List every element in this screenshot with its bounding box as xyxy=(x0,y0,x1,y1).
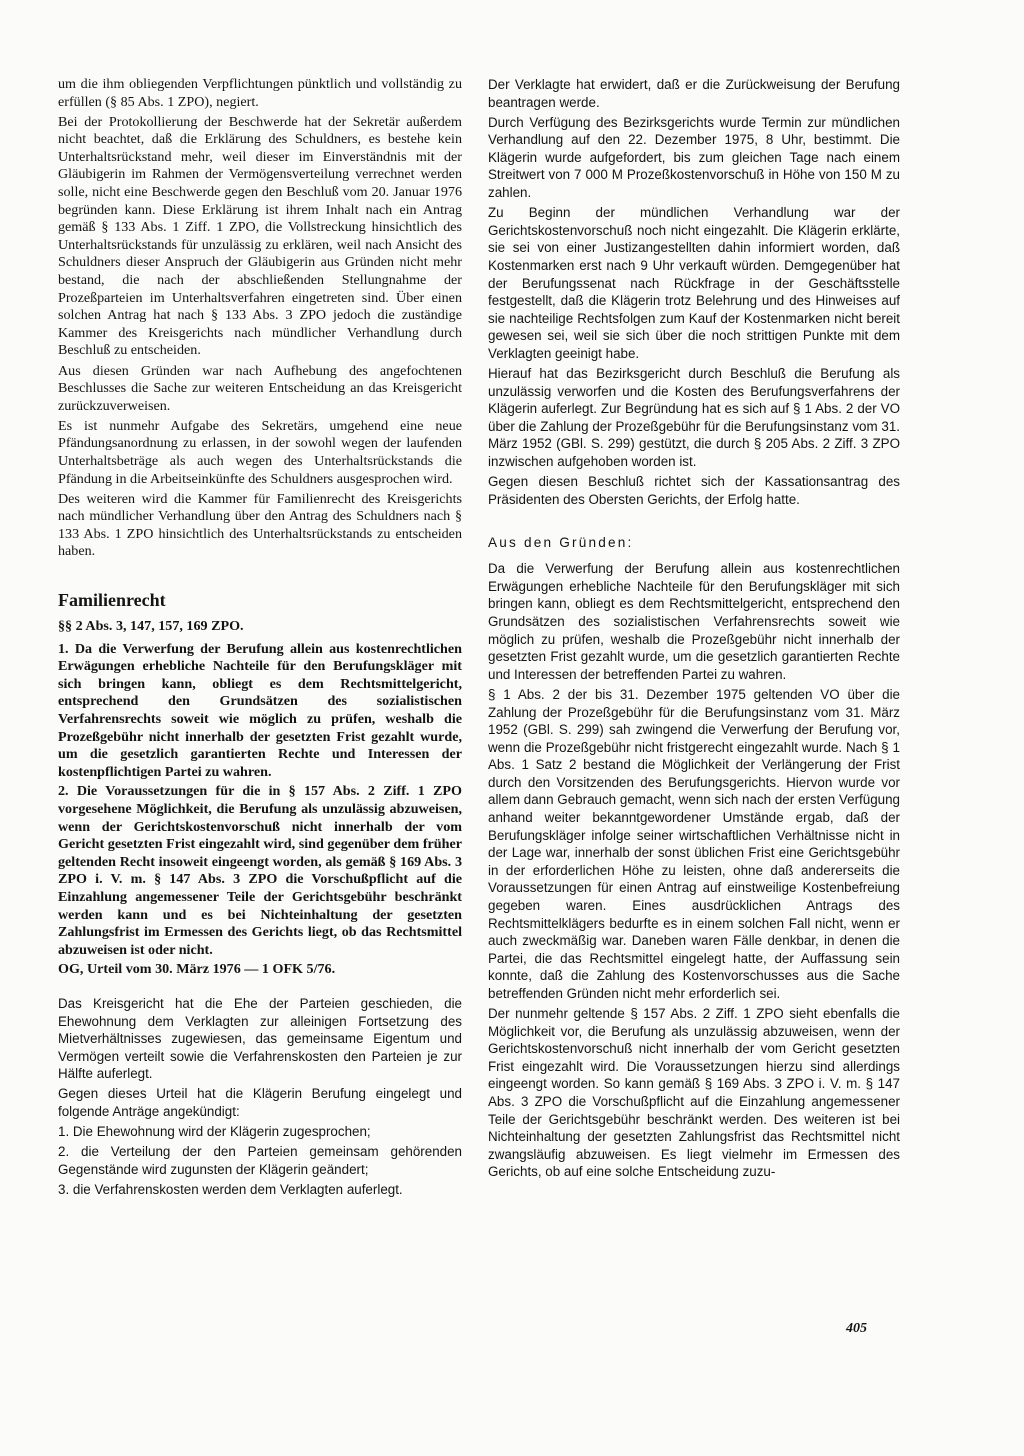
paragraph: um die ihm obliegenden Verpflichtungen pünktlich und vollständig zu erfüllen (§ 85 Abs. 1 ZPO), negiert. xyxy=(58,76,462,110)
norms-reference: §§ 2 Abs. 3, 147, 157, 169 ZPO. xyxy=(58,618,244,635)
paragraph: Hierauf hat das Bezirksgericht durch Beschluß die Berufung als unzulässig verworfen und die Kosten des Berufungsverfahrens der Klägerin auferlegt. Zur Begründung hat es sich auf § 1 Abs. 2 der VO über die Zahlung der Prozeßgebühr für die Berufungsinstanz vom 31. März 1952 (GBl. S. 299) gestützt, die durch § 205 Abs. 2 Ziff. 3 ZPO inzwischen aufgehoben worden ist. xyxy=(488,366,900,469)
paragraph: Zu Beginn der mündlichen Verhandlung war der Gerichtskostenvorschuß noch nicht eingezahlt. Die Klägerin erklärte, sie sei von einer Justizangestellten dahin informiert worden, daß Kostenmarken erst nach 9 Uhr verkauft würden. Demgegenüber hat der Berufungssenat nach Rückfrage in der Geschäftsstelle festgestellt, daß die Klägerin trotz Belehrung und des Hinweises auf sie nachteilige Rechtsfolgen zum Kauf der Kostenmarken nicht bereit gewesen sei, weil sie sich über die noch strittigen Punkte mit dem Verklagten geeinigt habe. xyxy=(488,205,900,361)
list-item: 3. die Verfahrenskosten werden dem Verklagten auferlegt. xyxy=(58,1181,403,1197)
paragraph: Der Verklagte hat erwidert, daß er die Zurückweisung der Berufung beantragen werde. xyxy=(488,77,900,110)
facts-paragraph: Das Kreisgericht hat die Ehe der Parteien geschieden, die Ehewohnung dem Verklagten zur alleinigen Fortsetzung des Mietverhältnisses zugewiesen, das gemeinsame Eigentum und Vermögen verteilt sowie die Verfahrenskosten den Parteien je zur Hälfte auferlegt. xyxy=(58,995,462,1082)
list-item: 2. die Verteilung der den Parteien gemeinsam gehörenden Gegenstände wird zugunsten der Klägerin geändert; xyxy=(58,1144,462,1177)
list-item: 1. Die Ehewohnung wird der Klägerin zugesprochen; xyxy=(58,1124,371,1140)
paragraph: Durch Verfügung des Bezirksgerichts wurde Termin zur mündlichen Verhandlung auf den 22. Dezember 1975, 8 Uhr, bestimmt. Die Klägerin wurde aufgefordert, bis zum gleichen Tage nach einem Streitwert von 7 000 M Prozeßkostenvorschuß in Höhe von 150 M zu zahlen. xyxy=(488,114,900,201)
left-column xyxy=(58,76,462,1201)
paragraph: Aus diesen Gründen war nach Aufhebung des angefochtenen Beschlusses die Sache zur weiteren Entscheidung an das Kreisgericht zurückzuverweisen. xyxy=(58,362,462,414)
paragraph: Gegen diesen Beschluß richtet sich der Kassationsantrag des Präsidenten des Obersten Gerichts, der Erfolg hatte. xyxy=(488,474,900,507)
grounds-paragraph: Da die Verwerfung der Berufung allein aus kostenrechtlichen Erwägungen erhebliche Nachteile für den Berufungskläger mit sich bringen kann, obliegt es dem Rechtsmittelgericht, entsprechend den Grundsätzen des sozialistischen Verfahrensrechts soweit wie möglich zu prüfen, weshalb die Prozeßgebühr nicht innerhalb der gesetzten Frist gezahlt wurde, um die gesetzlich garantierten Rechte und Interessen der betreffenden Partei zu wahren. xyxy=(488,561,900,682)
headnote-1: 1. Da die Verwerfung der Berufung allein aus kostenrechtlichen Erwägungen erhebliche Nachteile für den Berufungskläger mit sich bringen kann, obliegt es dem Rechtsmittelgericht, entsprechend den Grundsätzen des sozialistischen Verfahrensrechts soweit wie möglich zu prüfen, weshalb die Prozeßgebühr nicht innerhalb der gesetzten Frist gezahlt wurde, um die gesetzlich garantierten Rechte und Interessen der kostenpflichtigen Partei zu wahren. xyxy=(58,640,462,780)
paragraph: Es ist nunmehr Aufgabe des Sekretärs, umgehend eine neue Pfändungsanordnung zu erlassen, in der sowohl wegen der laufenden Unterhaltsbeträge als auch wegen des Unterhaltsrückstands die Pfändung in die Arbeitseinkünfte des Schuldners ausgesprochen wird. xyxy=(58,417,462,487)
paragraph: Des weiteren wird die Kammer für Familienrecht des Kreisgerichts nach mündlicher Verhandlung über den Antrag des Schuldners nach § 133 Abs. 1 ZPO hinsichtlich des Unterhaltsrückstands zu entscheiden haben. xyxy=(58,490,462,560)
grounds-paragraph: § 1 Abs. 2 der bis 31. Dezember 1975 geltenden VO über die Zahlung der Prozeßgebühr für die Berufungsinstanz vom 31. März 1952 (GBl. S. 299) sah zwingend die Verwerfung der Berufung vor, wenn die Prozeßgebühr nicht fristgerecht eingezahlt wurde. Nach § 1 Abs. 1 Satz 2 bestand die Möglichkeit der Verlängerung der Frist durch den Vorsitzenden des Berufungsgerichts. Hiervon wurde vor allem dann Gebrauch gemacht, wenn sich nach der ersten Verfügung anhand weiter bekanntgewordener Umstände ergab, daß der Berufungskläger infolge seiner wirtschaftlichen Verhältnisse nicht in der Lage war, innerhalb der sonst üblichen Frist eine Gerichtsgebühr in der erforderlichen Höhe zu leisten, ohne daß andererseits die Voraussetzungen für einen Antrag auf einstweilige Kostenbefreiung gegeben waren. Eines ausdrücklichen Antrags des Rechtsmittelklägers bedurfte es in einem solchen Fall nicht, wenn er auch zweckmäßig war. Daneben waren Fälle denkbar, in denen die Partei, die das Rechtsmittel eingelegt hatte, der Auffassung sein konnte, daß die Zahlung des Kostenvorschusses aus die Sache betreffenden Gründen nicht mehr erforderlich sei. xyxy=(488,686,900,1001)
headnote-2: 2. Die Voraussetzungen für die in § 157 Abs. 2 Ziff. 1 ZPO vorgesehene Möglichkeit, die Berufung als unzulässig abzuweisen, wenn der Gerichtskostenvorschuß nicht innerhalb der vom Gericht gesetzten Frist eingezahlt wird, sind gegenüber dem früher geltenden Recht insoweit eingeengt worden, als gemäß § 169 Abs. 3 ZPO i. V. m. § 147 Abs. 3 ZPO die Vorschußpflicht auf die Einzahlung angemessener Teile der Gerichtsgebühr beschränkt werden kann und es bei Nichteinhaltung der gesetzten Zahlungsfrist im Ermessen des Gerichts liegt, ob das Rechtsmittel abzuweisen ist oder nicht. xyxy=(58,783,462,958)
grounds-heading: Aus den Gründen: xyxy=(488,535,634,551)
grounds-paragraph: Der nunmehr geltende § 157 Abs. 2 Ziff. 1 ZPO sieht ebenfalls die Möglichkeit vor, die Berufung als unzulässig abzuweisen, wenn der Gerichtskostenvorschuß nicht innerhalb der vom Gericht gesetzten Frist eingezahlt wird. Die Voraussetzungen hierzu sind allerdings eingeengt worden. So kann gemäß § 169 Abs. 3 ZPO i. V. m. § 147 Abs. 3 ZPO die Vorschußpflicht auf die Einzahlung angemessener Teile der Gerichtsgebühr beschränkt werden. Des weiteren ist bei Nichteinhaltung der gesetzten Zahlungsfrist das Rechtsmittel nicht zwangsläufig abzuweisen. Es liegt vielmehr im Ermessen des Gerichts, ob auf eine solche Entscheidung zuzu- xyxy=(488,1006,900,1180)
right-column xyxy=(488,76,900,1184)
facts-paragraph: Gegen dieses Urteil hat die Klägerin Berufung eingelegt und folgende Anträge angekündigt: xyxy=(58,1086,462,1119)
section-title: Familienrecht xyxy=(58,590,166,611)
court-citation: OG, Urteil vom 30. März 1976 — 1 OFK 5/76. xyxy=(58,961,336,978)
page-number: 405 xyxy=(846,1321,867,1336)
paragraph: Bei der Protokollierung der Beschwerde hat der Sekretär außerdem nicht beachtet, daß die Erklärung des Schuldners, es bestehe kein Unterhaltsrückstand mehr, weil dieser im Einverständnis mit der Gläubigerin im Rahmen der Vermögensverteilung verrechnet werden solle, nicht eine Beschwerde gegen den Beschluß vom 20. Januar 1976 begründen kann. Diese Erklärung ist ihrem Inhalt nach ein Antrag gemäß § 133 Abs. 1 Ziff. 1 ZPO, die Vollstreckung hinsichtlich des Unterhaltsrückstands für unzulässig zu erklären, weil nach Ansicht des Schuldners dieser Anspruch der Gläubigerin aus Gründen nicht mehr bestand, die nach der abschließenden Stellungnahme der Prozeßparteien im Unterhaltsverfahren eingetreten sind. Über einen solchen Antrag hat nach § 133 Abs. 3 ZPO jedoch die zuständige Kammer des Kreisgerichts nach mündlicher Verhandlung durch Beschluß zu entscheiden. xyxy=(58,113,462,359)
